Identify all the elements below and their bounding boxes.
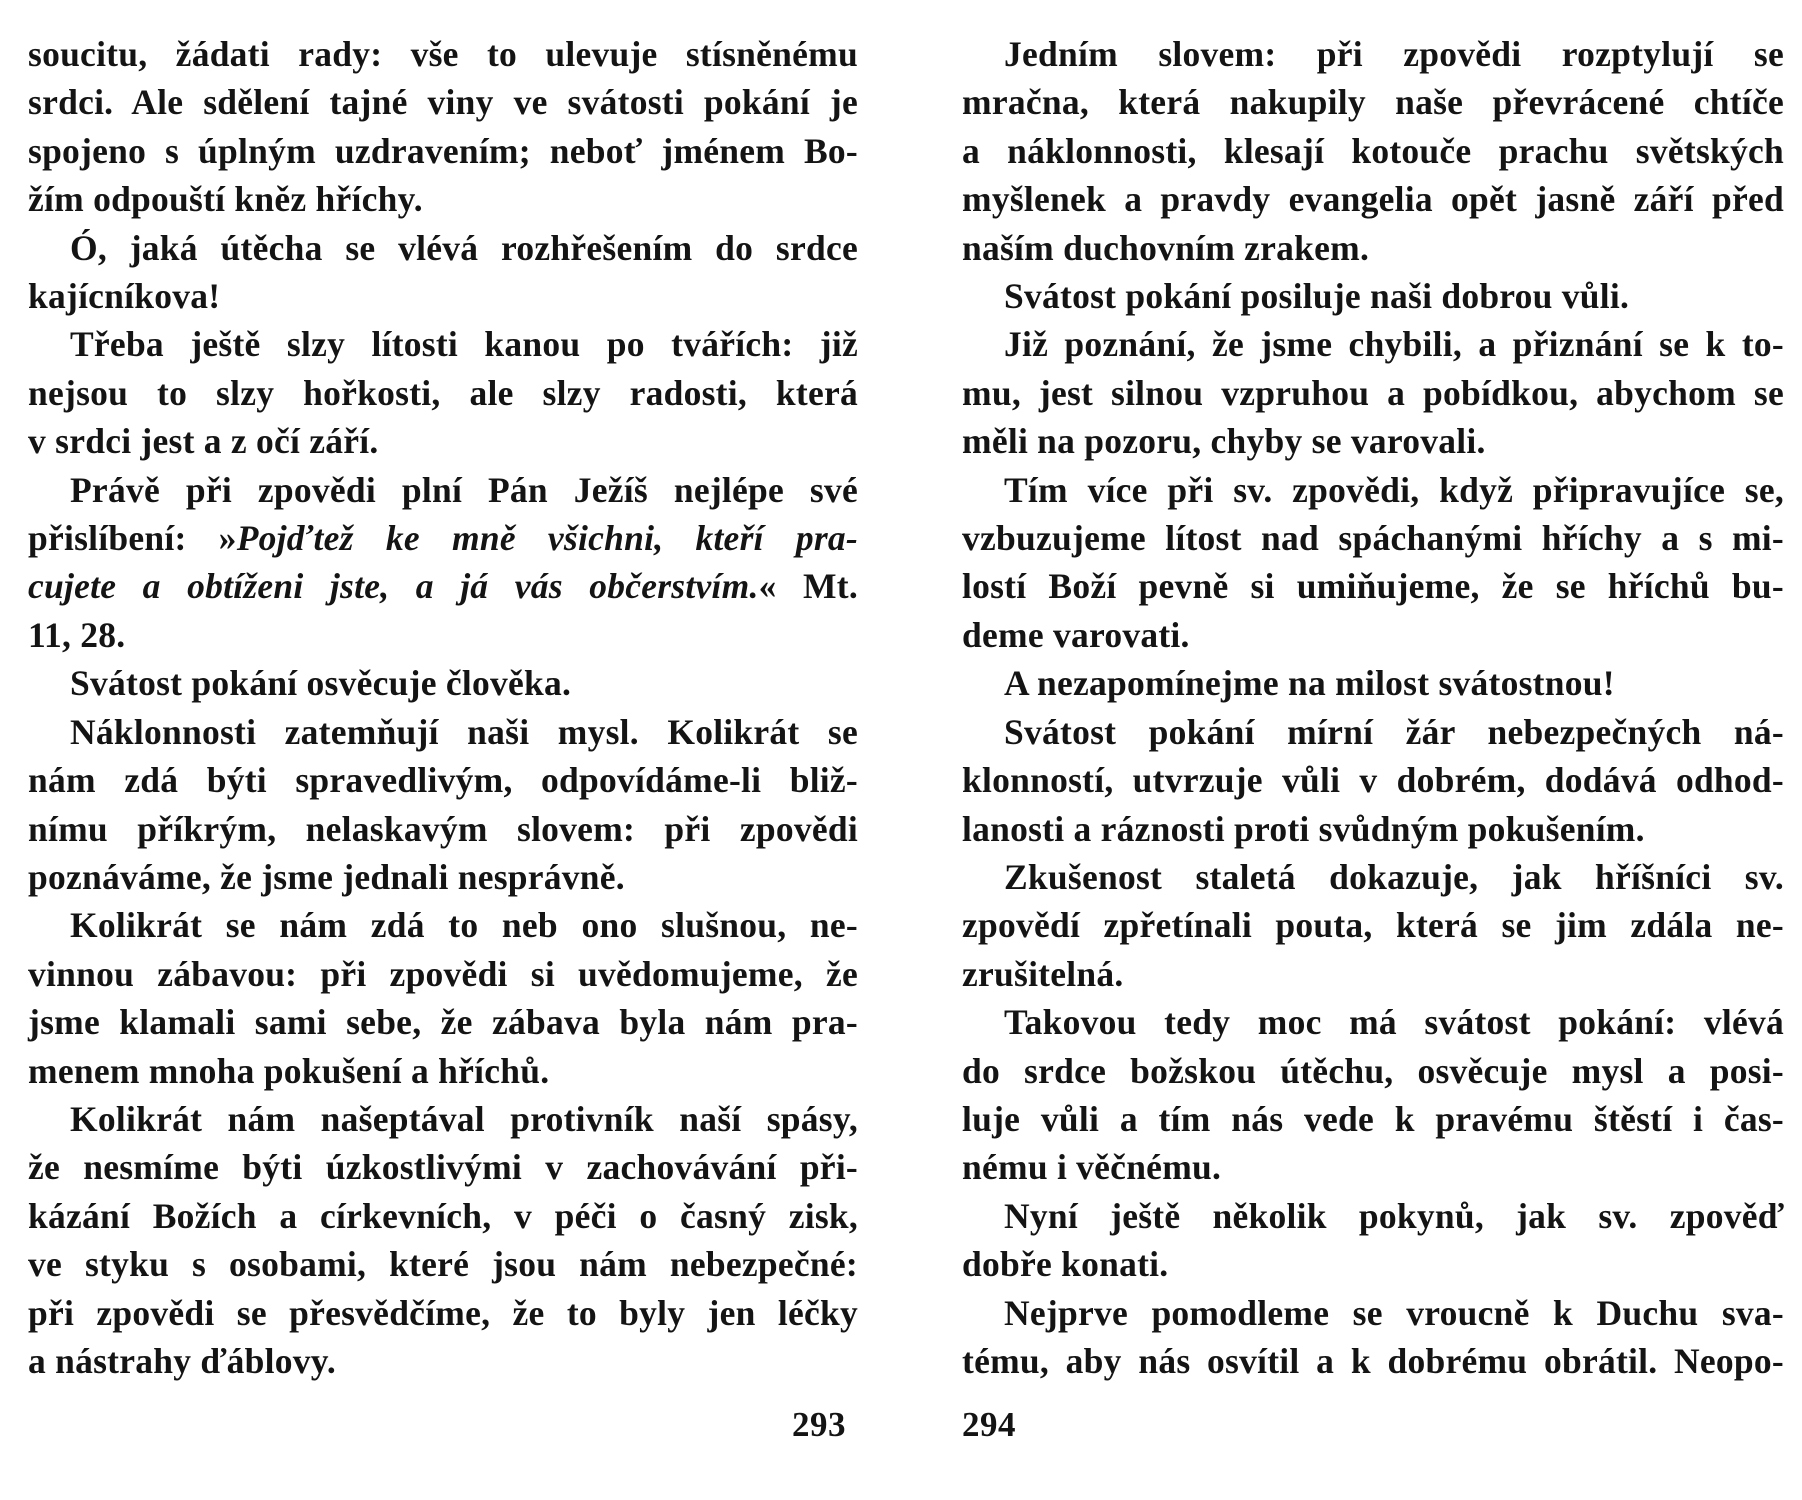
text-line: nému i věčnému. [962, 1147, 1222, 1188]
text-line: Takovou tedy moc má svátost pokání: vlévá [1004, 1002, 1784, 1043]
text-line: Nejprve pomodleme se vroucně k Duchu sva- [1004, 1292, 1784, 1333]
text-line: Zkušenost staletá dokazuje, jak hříšníci sv. [1004, 856, 1784, 897]
left-page-text [28, 30, 858, 1385]
text-line: Kolikrát nám našeptával protivník naší spásy, [70, 1098, 858, 1139]
italic-quote: cujete a obtíženi jste, a já vás občerstvím. [28, 566, 759, 607]
text-line: jsme klamali sami sebe, že zábava byla nám pra- [28, 1002, 858, 1043]
section-statement: Svátost pokání osvěcuje člověka. [70, 663, 572, 704]
text-line: Právě při zpovědi plní Pán Ježíš nejlépe své [70, 469, 858, 510]
text-line: kajícníkova! [28, 276, 221, 317]
text-line: dobře konati. [962, 1244, 1169, 1285]
text-line: Svátost pokání mírní žár nebezpečných ná- [1004, 711, 1784, 752]
page-number-right: 294 [962, 1405, 1016, 1444]
text-line: Již poznání, že jsme chybili, a přiznání se k to- [1004, 324, 1784, 365]
text-line: Třeba ještě slzy lítosti kanou po tvářích: již [70, 324, 858, 365]
italic-quote: Pojďtež ke mně všichni, kteří pra- [236, 518, 858, 559]
text-line: kázání Božích a církevních, v péči o časný zisk, [28, 1195, 858, 1236]
text-line: srdci. Ale sdělení tajné viny ve svátosti pokání je [28, 82, 858, 123]
text-line: a náklonnosti, klesají kotouče prachu světských [962, 130, 1784, 171]
text-line: v srdci jest a z očí září. [28, 421, 379, 462]
text-line: ve styku s osobami, které jsou nám nebezpečné: [28, 1244, 858, 1285]
text-line: Jedním slovem: při zpovědi rozptylují se [1004, 34, 1784, 74]
text-line: Nyní ještě několik pokynů, jak sv. zpověď [1004, 1195, 1784, 1236]
text-line: vinnou zábavou: při zpovědi si uvědomujeme, že [28, 953, 858, 994]
text-line: vzbuzujeme lítost nad spáchanými hříchy a s mi- [962, 518, 1784, 559]
text-line: zrušitelná. [962, 953, 1124, 994]
text-line: deme varovati. [962, 614, 1190, 655]
text-line: do srdce božskou útěchu, osvěcuje mysl a posi- [962, 1050, 1784, 1091]
text-line: nímu příkrým, nelaskavým slovem: při zpovědi [28, 808, 858, 849]
text-line: že nesmíme býti úzkostlivými v zachovávání při- [28, 1147, 858, 1188]
text-line: mračna, která nakupily naše převrácené chtíče [962, 82, 1784, 123]
text-line: klonností, utvrzuje vůli v dobrém, dodává odhod- [962, 760, 1784, 801]
section-statement: Svátost pokání posiluje naši dobrou vůli. [1004, 276, 1630, 317]
text-line: menem mnoha pokušení a hříchů. [28, 1050, 550, 1091]
text-line: mu, jest silnou vzpruhou a pobídkou, abychom se [962, 372, 1784, 413]
text-line: Ó, jaká útěcha se vlévá rozhřešením do srdce [70, 227, 858, 268]
text-line: tému, aby nás osvítil a k dobrému obrátil. Neopo- [962, 1340, 1784, 1381]
right-page-text [962, 30, 1784, 1385]
text-line: lostí Boží pevně si umiňujeme, že se hříchů bu- [962, 566, 1784, 607]
text-line: spojeno s úplným uzdravením; neboť jménem Bo- [28, 130, 858, 171]
text-line: žím odpouští kněz hříchy. [28, 179, 423, 220]
text-line: myšlenek a pravdy evangelia opět jasně září před [962, 179, 1784, 220]
text-line: luje vůli a tím nás vede k pravému štěstí i čas- [962, 1098, 1784, 1139]
text-line: soucitu, žádati rady: vše to ulevuje stísněnému [28, 34, 858, 74]
page-number-left: 293 [792, 1405, 846, 1444]
text-line: nejsou to slzy hořkosti, ale slzy radosti, která [28, 372, 858, 413]
right-page [962, 30, 1784, 1450]
text-line: nám zdá býti spravedlivým, odpovídáme-li bliž- [28, 760, 858, 801]
text-line: Kolikrát se nám zdá to neb ono slušnou, ne- [70, 905, 858, 946]
text-line: Náklonnosti zatemňují naši mysl. Kolikrát se [70, 711, 858, 752]
text-line: 11, 28. [28, 614, 126, 655]
text-line-with-italic-quote: cujete a obtíženi jste, a já vás občerstvím.« Mt. [28, 566, 858, 607]
text-line: lanosti a ráznosti proti svůdným pokušením. [962, 808, 1645, 849]
text-line: a nástrahy ďáblovy. [28, 1340, 336, 1381]
text-line-with-italic-quote: přislíbení: »Pojďtež ke mně všichni, kteří pra- [28, 518, 858, 559]
text-line: při zpovědi se přesvědčíme, že to byly jen léčky [28, 1292, 858, 1333]
text-line: měli na pozoru, chyby se varovali. [962, 421, 1486, 462]
text-line: Tím více při sv. zpovědi, když připravujíce se, [1004, 469, 1784, 510]
left-page [28, 30, 858, 1450]
text-line: zpovědí zpřetínali pouta, která se jim zdála ne- [962, 905, 1784, 946]
text-line: poznáváme, že jsme jednali nesprávně. [28, 856, 625, 897]
text-line: naším duchovním zrakem. [962, 227, 1370, 268]
text-line: A nezapomínejme na milost svátostnou! [1004, 663, 1615, 704]
